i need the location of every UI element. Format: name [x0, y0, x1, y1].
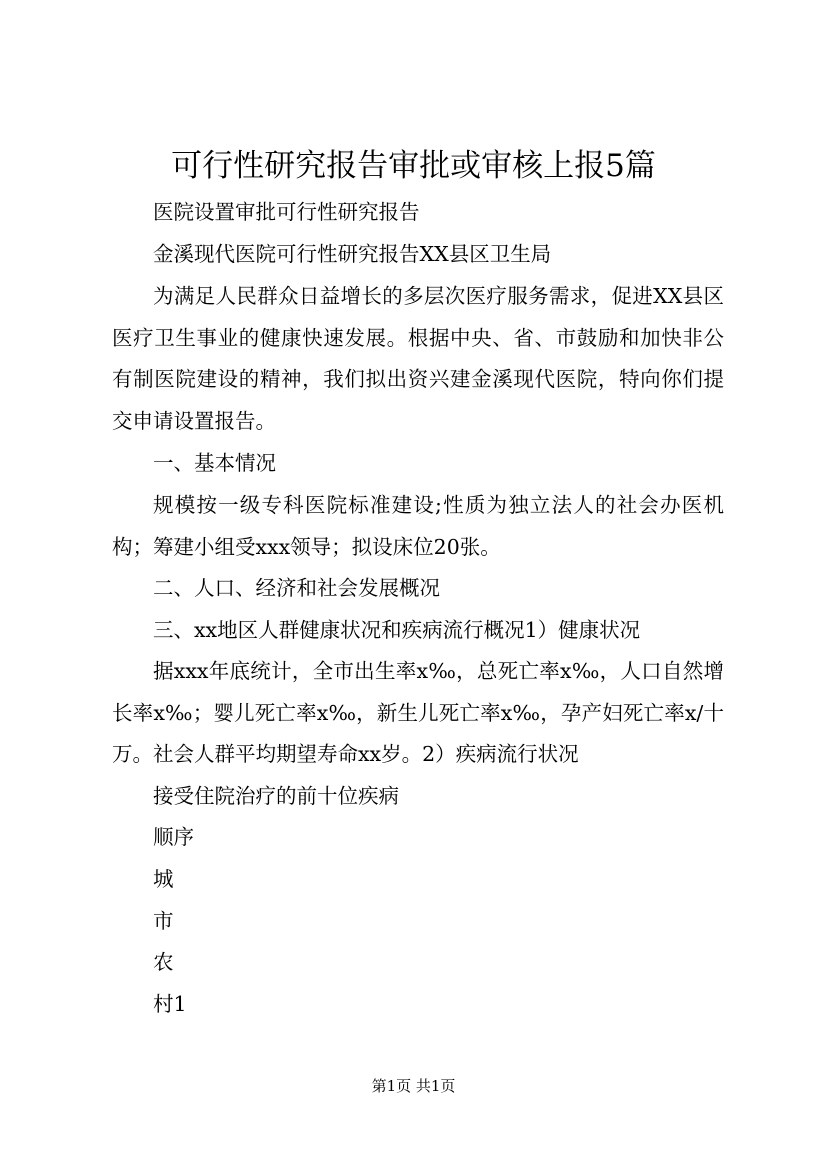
table-cell-cun: 村1	[153, 992, 187, 1016]
paragraph-1: 医院设置审批可行性研究报告	[153, 200, 420, 224]
document-title: 可行性研究报告审批或审核上报5篇	[171, 148, 656, 184]
heading-health: 三、xx地区人群健康状况和疾病流行概况1）健康状况	[153, 618, 641, 642]
heading-basic-info: 一、基本情况	[153, 451, 276, 475]
page-footer: 第1页 共1页	[371, 1077, 456, 1095]
table-cell-cheng: 城	[153, 867, 174, 891]
heading-population: 二、人口、经济和社会发展概况	[153, 576, 440, 600]
paragraph-4: 规模按一级专科医院标准建设;性质为独立法人的社会办医机构；筹建小组受xxx领导；拟设床位20张。	[112, 493, 724, 559]
paragraph-5: 据xxx年底统计，全市出生率x‰，总死亡率x‰，人口自然增长率x‰；婴儿死亡率x‰，新生儿死亡率x‰，孕产妇死亡率x/十万。社会人群平均期望寿命xx岁。2）疾病流行状况	[112, 659, 724, 766]
table-cell-nong: 农	[153, 950, 174, 974]
paragraph-2: 金溪现代医院可行性研究报告XX县区卫生局	[153, 242, 552, 266]
table-cell-shi: 市	[153, 909, 174, 933]
paragraph-3: 为满足人民群众日益增长的多层次医疗服务需求，促进XX县区医疗卫生事业的健康快速发展。根据中央、省、市鼓励和加快非公有制医院建设的精神，我们拟出资兴建金溪现代医院，特向你们提交申请设置报告。	[112, 284, 724, 433]
paragraph-6: 接受住院治疗的前十位疾病	[153, 784, 399, 808]
table-cell-order: 顺序	[153, 825, 194, 849]
